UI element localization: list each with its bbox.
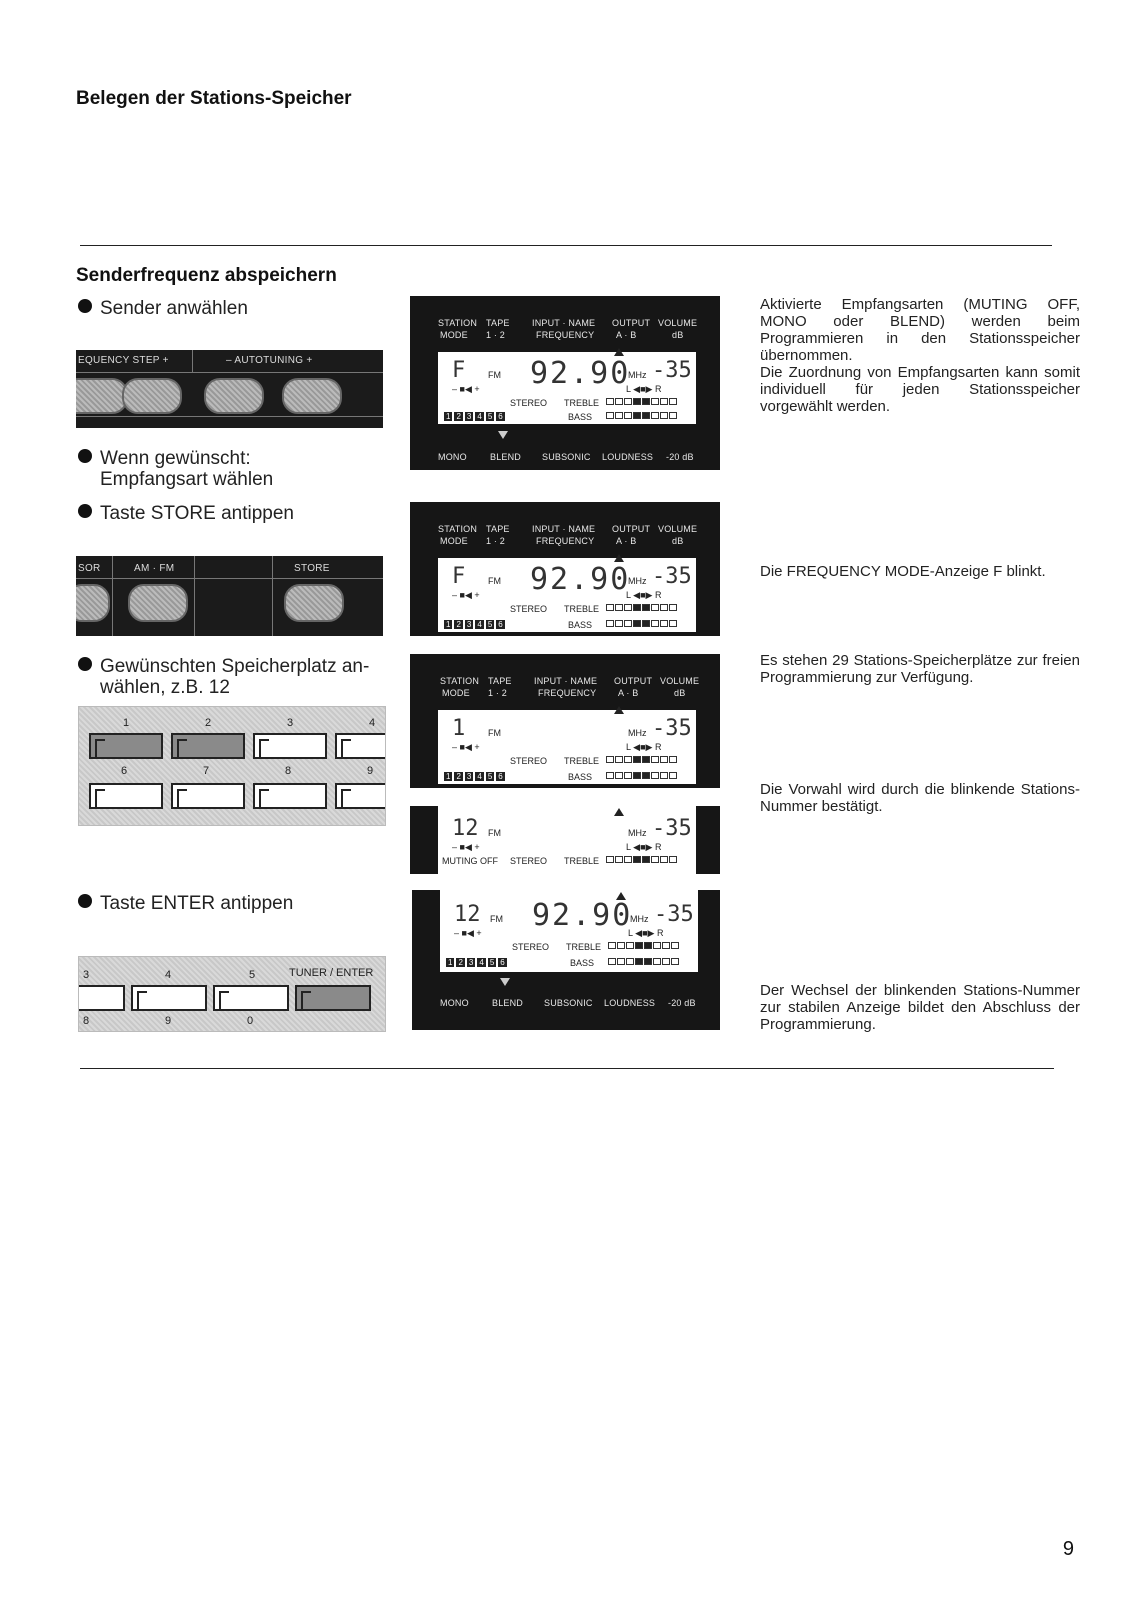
tuner-enter-button[interactable]: [295, 985, 371, 1011]
bullet-icon: [78, 894, 92, 908]
step-2: Wenn gewünscht: Empfangsart wählen: [78, 448, 273, 490]
lcd-display-2: STATION MODE TAPE 1 · 2 INPUT · NAME FREQUENCY OUTPUT A · B VOLUME dB F FM 92.90 MHz -35 – ■◀ + L ◀■▶ R STEREO TREBLE BASS 1 2 3 4 5 6: [410, 502, 720, 636]
note-frequency-mode: Die FREQUENCY MODE-Anzeige F blinkt.: [760, 563, 1046, 580]
section-title: Senderfrequenz abspeichern: [76, 265, 337, 286]
step-3: Taste STORE antippen: [78, 503, 294, 524]
bullet-icon: [78, 449, 92, 463]
key-8[interactable]: [253, 783, 327, 809]
key-6[interactable]: [89, 783, 163, 809]
divider: [80, 245, 1052, 246]
step-1: Sender anwählen: [78, 298, 248, 319]
panel-autotuning: EQUENCY STEP + – AUTOTUNING +: [76, 350, 383, 428]
frequency-step-button[interactable]: [122, 378, 182, 414]
key-3[interactable]: [78, 985, 125, 1011]
bullet-icon: [78, 299, 92, 313]
sor-button[interactable]: [76, 584, 110, 622]
page-number: 9: [1062, 1538, 1074, 1560]
frequency-step-plus-button[interactable]: [76, 378, 128, 414]
step-4: Gewünschten Speicherplatz an- wählen, z.B. 12: [78, 656, 369, 698]
autotuning-minus-button[interactable]: [204, 378, 264, 414]
key-4[interactable]: [335, 733, 386, 759]
lcd-display-4: 12 FM MHz -35 – ■◀ + L ◀■▶ R MUTING OFF STEREO TREBLE: [410, 806, 720, 874]
key-4[interactable]: [131, 985, 207, 1011]
key-5[interactable]: [213, 985, 289, 1011]
bullet-icon: [78, 657, 92, 671]
store-button[interactable]: [284, 584, 344, 622]
keypad-enter: 3 4 5 TUNER / ENTER 8 9 0: [78, 956, 386, 1032]
lcd-display-3: STATION MODE TAPE 1 · 2 INPUT · NAME FREQUENCY OUTPUT A · B VOLUME dB 1 FM MHz -35 – ■◀ + L ◀■▶ R STEREO TREBLE BASS 1 2 3 4 5 6: [410, 654, 720, 788]
lcd-display-5: 12 FM 92.90 MHz -35 – ■◀ + L ◀■▶ R STEREO TREBLE BASS 1 2 3 4 5 6 MONO BLEND SUBSONIC LOUDNESS -20 dB: [412, 890, 720, 1030]
note-speicherplaetze: Es stehen 29 Stations-Speicherplätze zur freien Programmierung zur Verfügung.: [760, 652, 1080, 686]
am-fm-button[interactable]: [128, 584, 188, 622]
keypad-presets: 1 2 3 4 6 7 8 9: [78, 706, 386, 826]
key-2[interactable]: [171, 733, 245, 759]
note-abschluss: Der Wechsel der blinkenden Stations-Nummer zur stabilen Anzeige bildet den Abschluss der Programmierung.: [760, 982, 1080, 1033]
key-9[interactable]: [335, 783, 386, 809]
note-empfangsarten: Aktivierte Empfangsarten (MUTING OFF, MONO oder BLEND) werden beim Programmieren in den Stationsspeicher übernommen. Die Zuordnung von Empfangsarten kann somit individuell für jeden Stationsspeicher vorgewählt werden.: [760, 296, 1080, 415]
note-vorwahl: Die Vorwahl wird durch die blinkende Stations-Nummer bestätigt.: [760, 781, 1080, 815]
divider-bottom: [80, 1068, 1054, 1069]
bullet-icon: [78, 504, 92, 518]
autotuning-plus-button[interactable]: [282, 378, 342, 414]
key-3[interactable]: [253, 733, 327, 759]
step-5: Taste ENTER antippen: [78, 893, 293, 914]
key-1[interactable]: [89, 733, 163, 759]
page-title: Belegen der Stations-Speicher: [76, 88, 352, 109]
key-7[interactable]: [171, 783, 245, 809]
lcd-display-1: STATION MODE TAPE 1 · 2 INPUT · NAME FREQUENCY OUTPUT A · B VOLUME dB F FM 92.90 MHz -35 – ■◀ + L ◀■▶ R STEREO TREBLE BASS 1 2 3 4 5 6 MONO BLEND SUBSONIC LOUDNESS -20 dB: [410, 296, 720, 470]
panel-store: SOR AM · FM STORE: [76, 556, 383, 636]
